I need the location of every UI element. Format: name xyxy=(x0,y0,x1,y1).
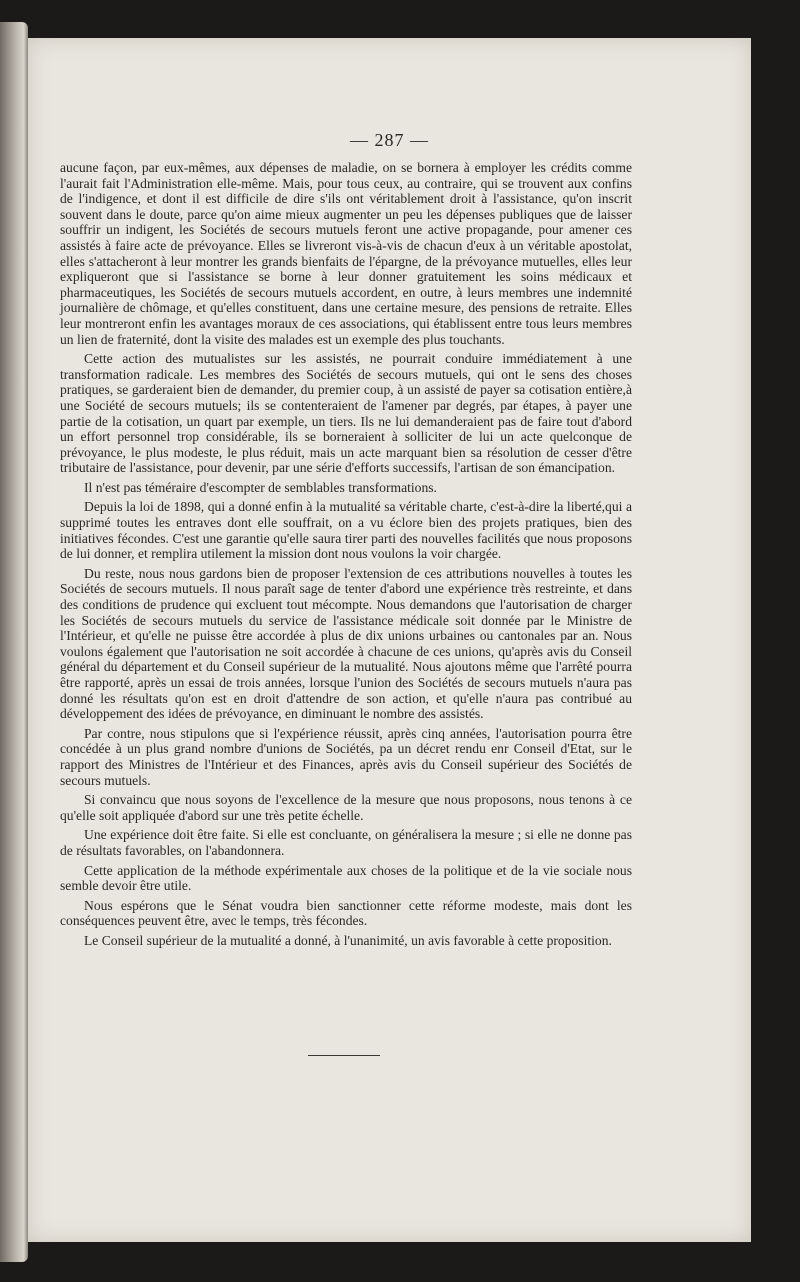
page-body xyxy=(60,160,632,953)
paragraph: Le Conseil supérieur de la mutualité a donné, à l'unanimité, un avis favorable à cette proposition. xyxy=(84,932,612,948)
document-page xyxy=(28,38,751,1242)
paragraph: Du reste, nous nous gardons bien de proposer l'extension de ces attributions nouvelles à toutes les Sociétés de secours mutuels. Il nous paraît sage de tenter d'abord une expérience très restreinte, et dans des conditions de prudence qui excluent tout mécompte. Nous demandons que l'autorisation de charger les Sociétés de secours mutuels du service de l'assistance médicale soit donnée par le Ministre de l'Intérieur, et qu'elle ne puisse être accordée à plus de dix unions urbaines ou cantonales par an. Nous voulons également que l'autorisation ne soit accordée à chacune de ces unions, qu'après avis du Conseil général du département et du Conseil supérieur de la mutualité. Nous ajoutons même que l'arrêté pourra être rapporté, après un essai de trois années, lorsque l'union des Sociétés de secours mutuels n'aura pas donné les résultats qu'on est en droit d'attendre de son action, et qu'elle n'aura pas contribué au développement des idées de prévoyance, en diminuant le nombre des assistés. xyxy=(60,565,632,722)
paragraph: Cette application de la méthode expérimentale aux choses de la politique et de la vie sociale nous semble devoir être utile. xyxy=(60,862,632,894)
paragraph: Nous espérons que le Sénat voudra bien sanctionner cette réforme modeste, mais dont les conséquences peuvent être, avec le temps, très fécondes. xyxy=(60,897,632,929)
paragraph: Depuis la loi de 1898, qui a donné enfin à la mutualité sa véritable charte, c'est-à-dire la liberté,qui a supprimé toutes les entraves dont elle souffrait, on a vu éclore bien des projets pratiques, bien des initiatives fécondes. C'est une garantie qu'elle saura tirer parti des nouvelles facilités que nous proposons de lui donner, et remplira utilement la mission dont nous voulons la voir chargée. xyxy=(60,499,632,562)
paragraph: Cette action des mutualistes sur les assistés, ne pourrait conduire immédiatement à une transformation radicale. Les membres des Sociétés de secours mutuels, qui ont le sens des choses pratiques, se garderaient bien de demander, du premier coup, à un assisté de payer sa cotisation entière,à une Société de secours mutuels; ils se contenteraient de l'amener par degrés, par étapes, à payer une partie de la cotisation, un quart par exemple, un tiers. Ils ne lui demanderaient pas de faire tout d'abord un effort personnel trop considérable, ils se borneraient à solliciter de lui un acte quelconque de prévoyance, le plus modeste, le plus réduit, mais un acte marquant bien sa résolution de cesser d'être tributaire de l'assistance, pour devenir, par une série d'efforts successifs, l'artisan de son émancipation. xyxy=(60,351,632,476)
paragraph: aucune façon, par eux-mêmes, aux dépenses de maladie, on se bornera à employer les crédits comme l'aurait fait l'Administration elle-même. Mais, pour tous ceux, au contraire, qui se trouvent aux confins de l'indigence, et dont il est difficile de dire s'ils ont véritablement droit à l'assistance, qu'on inscrit souvent dans le doute, parce qu'on aime mieux augmenter un peu les dépenses publiques que de laisser souffrir un indigent, les Sociétés de secours mutuels feront une active propagande, pour amener ces assistés à faire acte de prévoyance. Elles se livreront vis-à-vis de chacun d'eux à un véritable apostolat, elles s'attacheront à leur montrer les grands bienfaits de l'épargne, de la prévoyance mutuelles, elles leur expliqueront que si l'assistance se borne à leur donner gratuitement les soins médicaux et pharmaceutiques, les Sociétés de secours mutuels accordent, en outre, à leurs membres une indemnité journalière de chômage, et qu'elles constituent, dans une certaine mesure, des pensions de retraite. Elles leur montreront enfin les avantages moraux de ces associations, qui établissent entre tous leurs membres un lien de fraternité, dont la visite des malades est un exemple des plus touchants. xyxy=(60,160,632,347)
page-number: — 287 — xyxy=(350,130,429,150)
paragraph: Il n'est pas téméraire d'escompter de semblables transformations. xyxy=(84,479,437,495)
paragraph: Si convaincu que nous soyons de l'excellence de la mesure que nous proposons, nous tenons à ce qu'elle soit appliquée d'abord sur une très petite échelle. xyxy=(60,792,632,823)
paragraph: Une expérience doit être faite. Si elle est concluante, on généralisera la mesure ; si elle ne donne pas de résultats favorables, on l'abandonnera. xyxy=(60,827,632,858)
closing-rule xyxy=(308,1055,380,1056)
paragraph: Par contre, nous stipulons que si l'expérience réussit, après cinq années, l'autorisation pourra être concédée à un plus grand nombre d'unions de Sociétés, pa un décret rendu enr Conseil d'Etat, sur le rapport des Ministres de l'Intérieur et des Finances, après avis du Conseil supérieur des Sociétés de secours mutuels. xyxy=(60,725,632,788)
adjacent-page-edge xyxy=(0,22,28,1262)
